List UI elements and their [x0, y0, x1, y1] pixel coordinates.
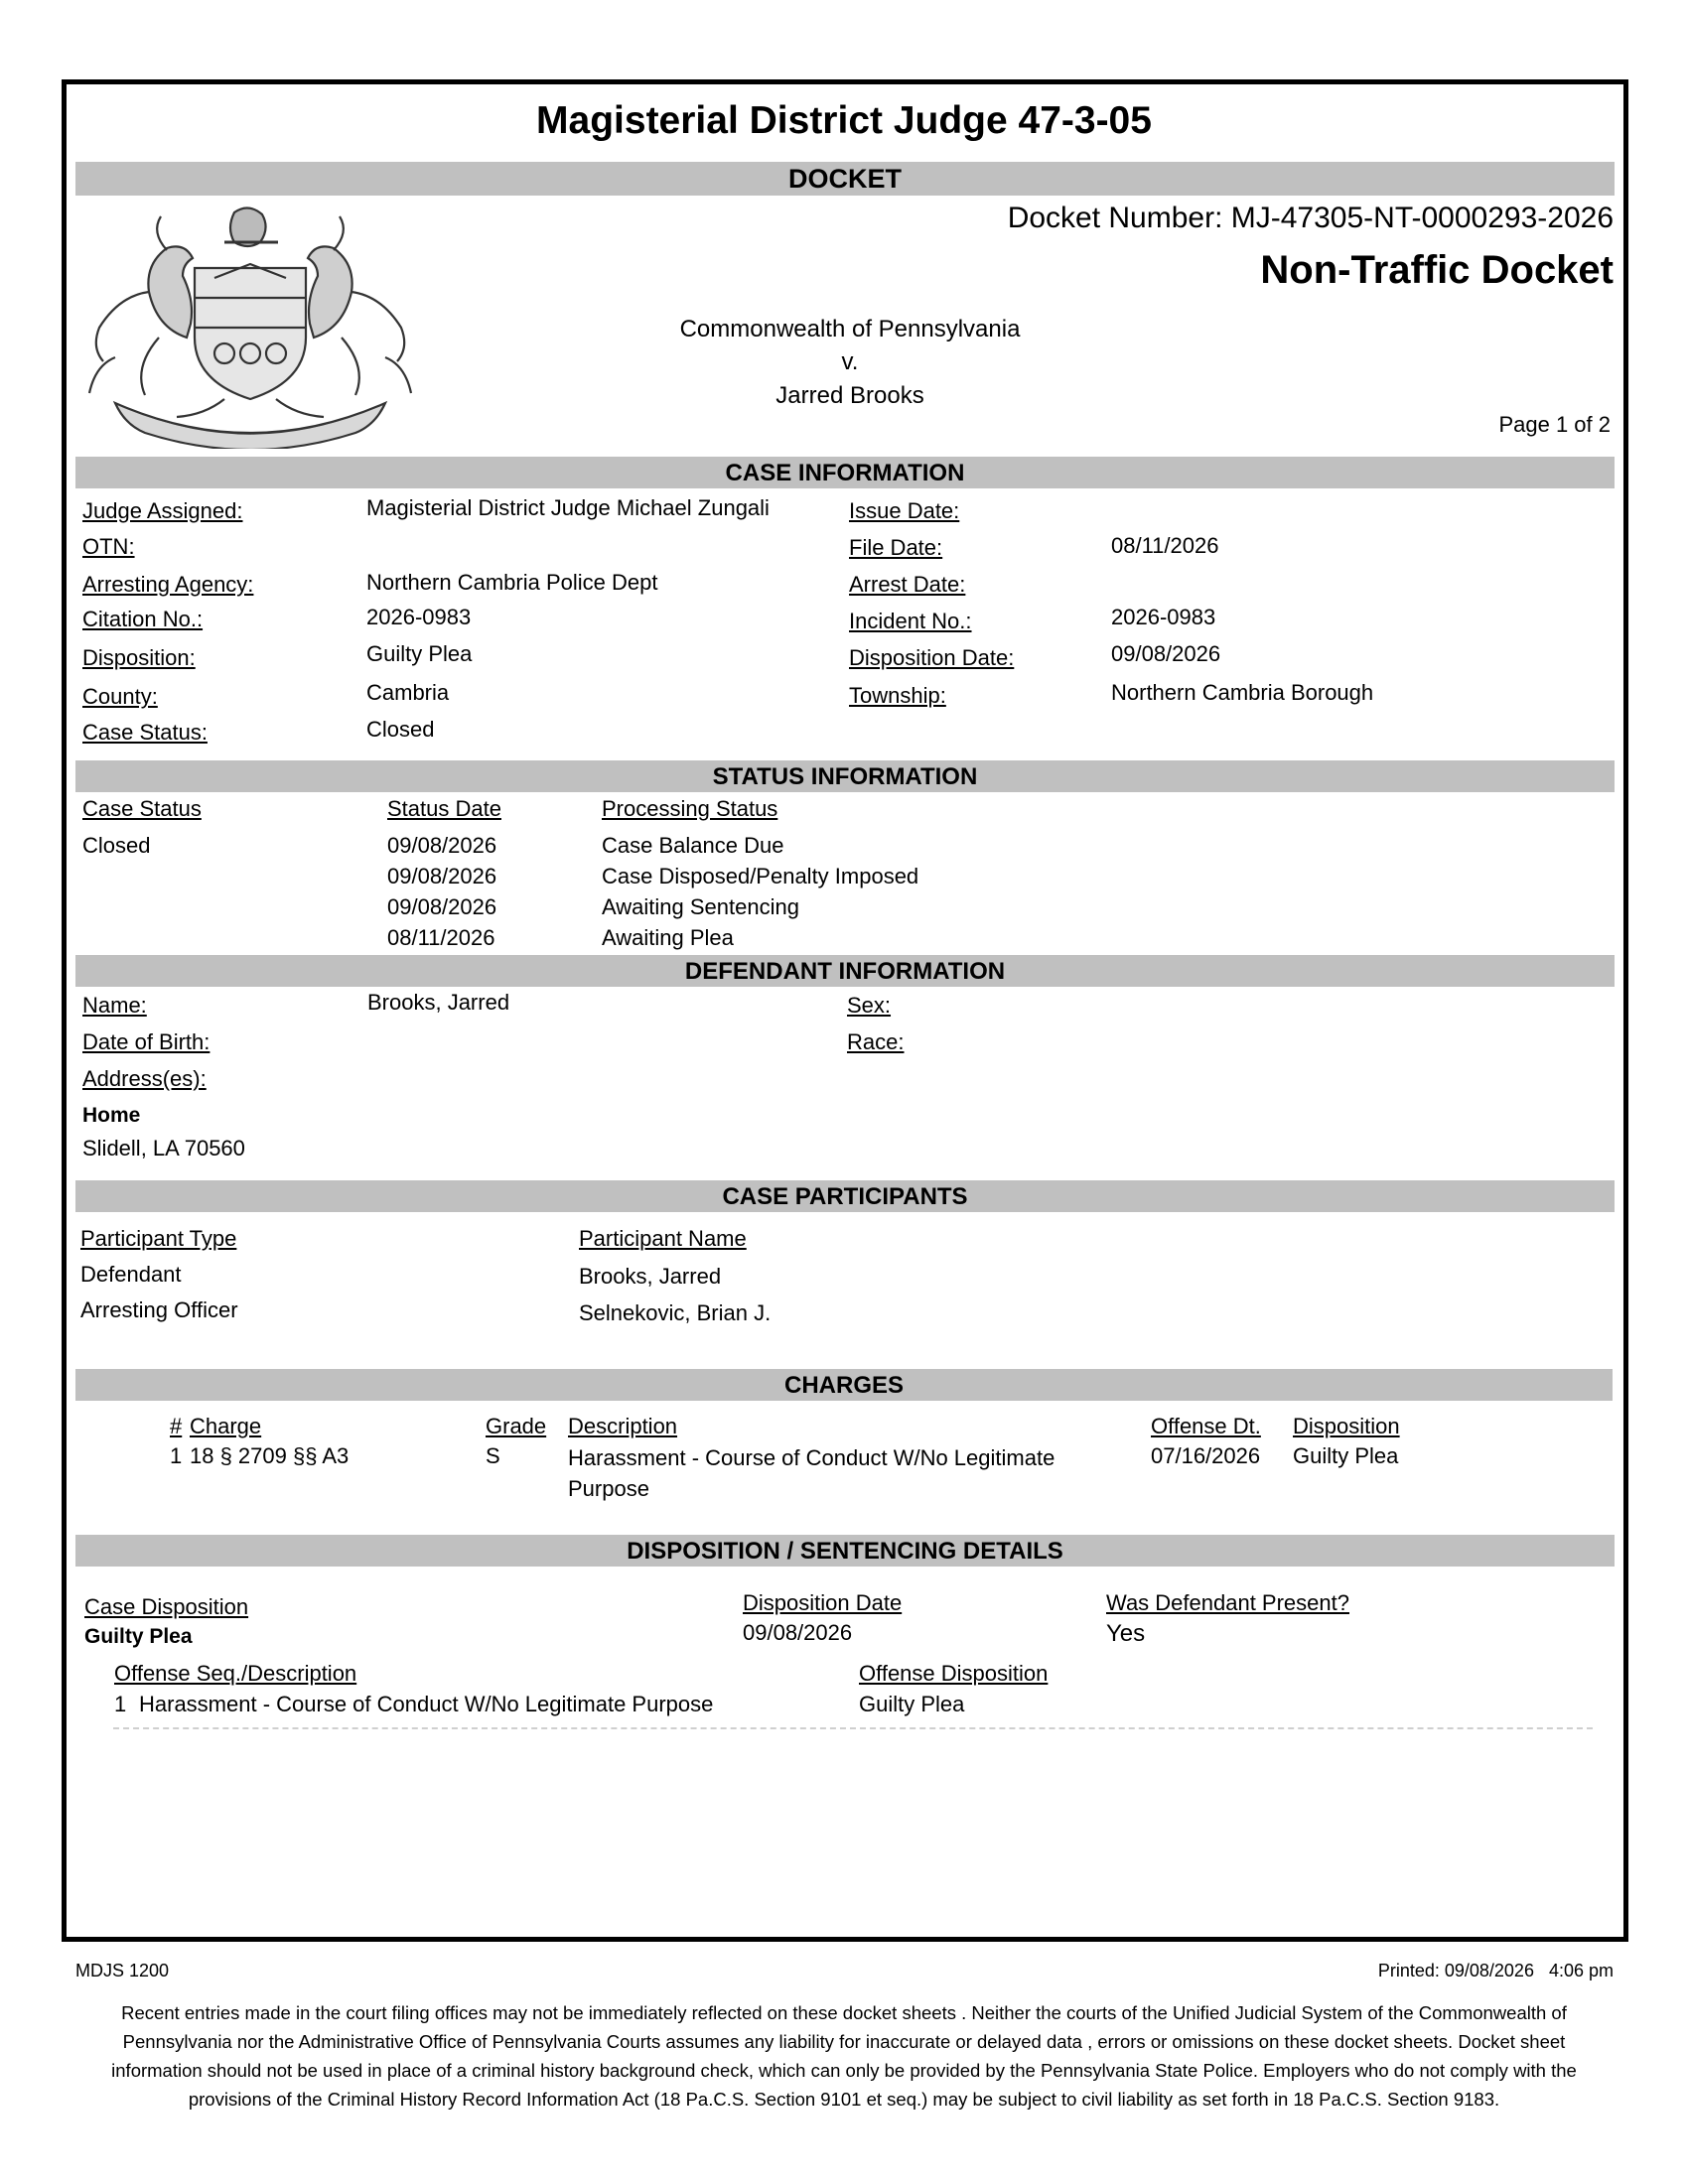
pennsylvania-seal-image	[75, 199, 425, 449]
participant-name: Selnekovic, Brian J.	[579, 1300, 772, 1325]
charge-offense-date: 07/16/2026	[1151, 1443, 1261, 1468]
status-row-status: Case Balance Due	[602, 833, 784, 858]
charge-number: 1	[170, 1443, 183, 1468]
case-participants-heading: CASE PARTICIPANTS	[75, 1180, 1615, 1212]
arresting-agency-label: Arresting Agency:	[82, 572, 254, 597]
citation-no-label: Citation No.:	[82, 607, 204, 631]
charge-statute: 18 § 2709 §§ A3	[190, 1443, 350, 1468]
status-row-status: Awaiting Sentencing	[602, 894, 799, 919]
race-label: Race:	[847, 1029, 905, 1054]
defendant-name-value: Brooks, Jarred	[367, 990, 510, 1015]
offense-disposition-label: Offense Disposition	[859, 1661, 1049, 1686]
case-status-label: Case Status:	[82, 720, 208, 745]
offense-description: Harassment - Course of Conduct W/No Legitimate Purpose	[139, 1692, 714, 1716]
date-of-birth-label: Date of Birth:	[82, 1029, 211, 1054]
participant-name-header: Participant Name	[579, 1226, 747, 1251]
arrest-date-label: Arrest Date:	[849, 572, 966, 597]
status-case-status-value: Closed	[82, 833, 151, 858]
charge-description-line2: Purpose	[568, 1476, 649, 1501]
defendant-present-value: Yes	[1106, 1620, 1146, 1647]
judge-assigned-label: Judge Assigned:	[82, 498, 243, 523]
disposition-date-value: 09/08/2026	[1111, 641, 1221, 666]
sex-label: Sex:	[847, 993, 892, 1018]
status-information-heading: STATUS INFORMATION	[75, 760, 1615, 792]
otn-label: OTN:	[82, 534, 135, 559]
charge-col-number: #	[170, 1414, 183, 1438]
address-value: Slidell, LA 70560	[82, 1136, 245, 1160]
disposition-value: Guilty Plea	[366, 641, 473, 666]
participant-type-header: Participant Type	[80, 1226, 237, 1251]
disposition-label: Disposition:	[82, 645, 196, 670]
township-value: Northern Cambria Borough	[1111, 680, 1374, 705]
file-date-label: File Date:	[849, 535, 943, 560]
charge-col-charge: Charge	[190, 1414, 262, 1438]
case-disposition-value: Guilty Plea	[84, 1625, 193, 1648]
charge-grade: S	[486, 1443, 500, 1468]
file-date-value: 08/11/2026	[1111, 533, 1219, 558]
judge-assigned-value: Magisterial District Judge Michael Zungali	[366, 495, 770, 520]
charge-col-description: Description	[568, 1414, 678, 1438]
status-row-status: Awaiting Plea	[602, 925, 734, 950]
caption-defendant: Jarred Brooks	[775, 382, 924, 409]
disclaimer-text: Recent entries made in the court filing offices may not be immediately reflected on these docket sheets . Neither the courts of the Unified Judicial System of the Commonwealth of Pennsylvania nor the Administrative Office of Pennsylvania Courts assumes any liability for inaccurate or delayed data , errors or omissions on these docket sheets. Docket sheet information should not be used in place of a criminal history background check, which can only be provided by the Pennsylvania State Police. Employers who do not comply with the provisions of the Criminal History Record Information Act (18 Pa.C.S. Section 9101 et seq.) may be subject to civil liability as set forth in 18 Pa.C.S. Section 9183.	[111, 2002, 1577, 2110]
citation-no-value: 2026-0983	[366, 605, 472, 629]
docket-number: Docket Number: MJ-47305-NT-0000293-2026	[1007, 202, 1614, 234]
caption-plaintiff: Commonwealth of Pennsylvania	[679, 316, 1021, 342]
page-number: Page 1 of 2	[1498, 412, 1611, 437]
case-information-heading: CASE INFORMATION	[75, 457, 1615, 488]
sentencing-disposition-date-label: Disposition Date	[743, 1590, 903, 1615]
offense-seq-label: Offense Seq./Description	[114, 1661, 357, 1686]
incident-no-label: Incident No.:	[849, 609, 972, 633]
sentencing-disposition-date-value: 09/08/2026	[743, 1620, 853, 1645]
address-type: Home	[82, 1104, 141, 1127]
case-status-value: Closed	[366, 717, 435, 742]
status-row-date: 08/11/2026	[387, 925, 495, 950]
offense-disposition-value: Guilty Plea	[859, 1692, 965, 1716]
offense-seq-number: 1	[114, 1692, 127, 1716]
arresting-agency-value: Northern Cambria Police Dept	[366, 570, 658, 595]
incident-no-value: 2026-0983	[1111, 605, 1216, 629]
caption-versus: v.	[841, 348, 859, 375]
defendant-name-label: Name:	[82, 993, 147, 1018]
defendant-present-label: Was Defendant Present?	[1106, 1590, 1349, 1615]
charge-description-line1: Harassment - Course of Conduct W/No Legitimate	[568, 1445, 1055, 1470]
issue-date-label: Issue Date:	[849, 498, 960, 523]
status-col-processing-status: Processing Status	[602, 796, 778, 821]
section-divider	[113, 1727, 1593, 1729]
defendant-information-heading: DEFENDANT INFORMATION	[75, 955, 1615, 987]
participant-type: Defendant	[80, 1262, 182, 1287]
docket-section-bar: DOCKET	[75, 162, 1615, 196]
case-disposition-label: Case Disposition	[84, 1594, 249, 1619]
status-col-case-status: Case Status	[82, 796, 202, 821]
participant-type: Arresting Officer	[80, 1297, 238, 1322]
court-title: Magisterial District Judge 47-3-05	[536, 99, 1152, 142]
charge-col-offense-date: Offense Dt.	[1151, 1414, 1261, 1438]
charge-disposition: Guilty Plea	[1293, 1443, 1399, 1468]
status-row-date: 09/08/2026	[387, 864, 497, 888]
status-row-status: Case Disposed/Penalty Imposed	[602, 864, 919, 888]
county-value: Cambria	[366, 680, 450, 705]
charge-col-grade: Grade	[486, 1414, 547, 1438]
county-label: County:	[82, 684, 158, 709]
addresses-label: Address(es):	[82, 1066, 207, 1091]
status-row-date: 09/08/2026	[387, 894, 497, 919]
disposition-date-label: Disposition Date:	[849, 645, 1015, 670]
docket-type: Non-Traffic Docket	[1260, 248, 1614, 292]
charge-col-disposition: Disposition	[1293, 1414, 1400, 1438]
charges-heading: CHARGES	[75, 1369, 1613, 1401]
form-number: MDJS 1200	[75, 1961, 170, 1980]
printed-timestamp: Printed: 09/08/2026 4:06 pm	[1377, 1961, 1614, 1980]
sentencing-details-heading: DISPOSITION / SENTENCING DETAILS	[75, 1535, 1615, 1567]
township-label: Township:	[849, 683, 946, 708]
status-col-status-date: Status Date	[387, 796, 501, 821]
status-row-date: 09/08/2026	[387, 833, 497, 858]
participant-name: Brooks, Jarred	[579, 1264, 722, 1289]
